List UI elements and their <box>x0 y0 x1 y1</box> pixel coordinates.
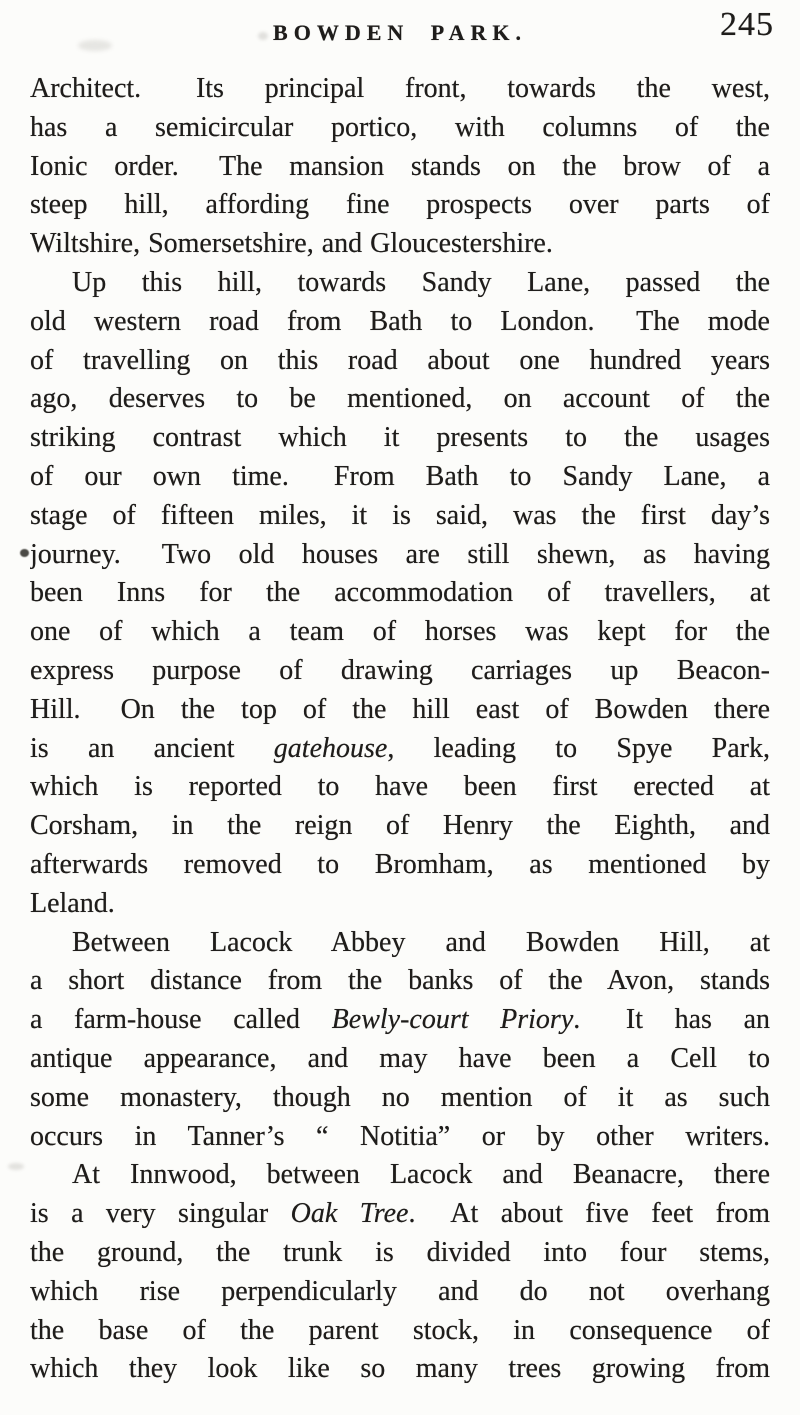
italic-text: Oak Tree <box>290 1198 409 1230</box>
text-line <box>30 303 770 342</box>
italic-text: Bewly-court Priory <box>331 1004 574 1036</box>
text-line <box>30 962 770 1001</box>
page-text <box>30 70 770 1389</box>
body-text: has a semicircular portico, with columns of the <box>30 111 770 143</box>
body-text: At Innwood, between Lacock and Beanacre, there <box>72 1159 770 1191</box>
page-number: 245 <box>720 6 774 43</box>
body-text: striking contrast which it presents to the usages <box>30 422 770 454</box>
text-line <box>30 264 770 303</box>
body-text: Architect. Its principal front, towards the west, <box>30 73 770 104</box>
body-text: Ionic order. The mansion stands on the brow of a <box>30 150 770 182</box>
text-line <box>30 342 770 381</box>
body-text: is an ancient <box>30 732 274 764</box>
text-line <box>30 768 770 807</box>
body-text: stage of fifteen miles, it is said, was the first day’s <box>30 499 770 531</box>
body-text: is a very singular <box>30 1198 291 1230</box>
text-line <box>30 574 770 613</box>
body-text: of travelling on this road about one hundred years <box>30 344 770 376</box>
text-line <box>30 497 770 536</box>
body-text: been Inns for the accommodation of travellers, at <box>30 577 770 609</box>
text-line <box>30 225 770 264</box>
body-text: of our own time. From Bath to Sandy Lane, a <box>30 460 770 492</box>
text-line <box>30 70 770 109</box>
body-text: which rise perpendicularly and do not overhang <box>30 1275 770 1307</box>
body-text: . It has an <box>573 1004 770 1036</box>
text-line <box>30 691 770 730</box>
text-line <box>30 652 770 691</box>
text-line <box>30 846 770 885</box>
body-text: occurs in Tanner’s “ Notitia” or by other writers. <box>30 1120 770 1152</box>
body-text: journey. Two old houses are still shewn, as having <box>30 538 770 570</box>
text-line <box>30 380 770 419</box>
body-text: a farm-house called <box>30 1004 332 1036</box>
body-text: express purpose of drawing carriages up Beacon- <box>30 654 770 686</box>
text-line <box>30 148 770 187</box>
body-text: which is reported to have been first erected at <box>30 771 770 803</box>
text-line <box>30 1040 770 1079</box>
text-line <box>30 885 770 924</box>
body-text: Up this hill, towards Sandy Lane, passed the <box>72 266 770 298</box>
body-text: the ground, the trunk is divided into four stems, <box>30 1236 770 1268</box>
body-text: antique appearance, and may have been a Cell to <box>30 1042 770 1074</box>
text-line <box>30 1273 770 1312</box>
body-text: afterwards removed to Bromham, as mentioned by <box>30 848 770 880</box>
text-line <box>30 730 770 769</box>
body-text: Wiltshire, Somersetshire, and Gloucestershire. <box>30 228 553 260</box>
body-text: . At about five feet from <box>408 1198 770 1230</box>
text-line <box>30 1118 770 1157</box>
text-line <box>30 1079 770 1118</box>
text-line <box>30 186 770 225</box>
body-text: the base of the parent stock, in consequence of <box>30 1314 770 1346</box>
text-line <box>30 109 770 148</box>
body-text: steep hill, affording fine prospects over parts of <box>30 189 770 221</box>
text-line <box>30 1001 770 1040</box>
body-text: a short distance from the banks of the Avon, stands <box>30 965 770 997</box>
body-text: Leland. <box>30 887 115 919</box>
text-line <box>30 458 770 497</box>
body-text: ago, deserves to be mentioned, on account of the <box>30 383 770 415</box>
text-line <box>30 536 770 575</box>
body-text: which they look like so many trees growing from <box>30 1353 770 1385</box>
running-head <box>0 0 800 60</box>
text-line <box>30 419 770 458</box>
text-line <box>30 1156 770 1195</box>
body-text: Between Lacock Abbey and Bowden Hill, at <box>72 926 770 958</box>
text-line <box>30 924 770 963</box>
body-text: Corsham, in the reign of Henry the Eighth, and <box>30 810 770 842</box>
scan-speck <box>20 549 29 557</box>
text-line <box>30 1350 770 1389</box>
body-text: some monastery, though no mention of it as such <box>30 1081 770 1113</box>
scan-smudge <box>8 1163 24 1170</box>
italic-text: gatehouse <box>273 732 388 764</box>
text-line <box>30 807 770 846</box>
body-text: , leading to Spye Park, <box>387 732 770 764</box>
text-line <box>30 1312 770 1351</box>
body-text: old western road from Bath to London. The mode <box>30 305 770 337</box>
body-text: Hill. On the top of the hill east of Bowden there <box>30 693 770 725</box>
text-line <box>30 1234 770 1273</box>
page-title: BOWDEN PARK. <box>273 20 527 45</box>
text-line <box>30 1195 770 1234</box>
text-line <box>30 613 770 652</box>
body-text: one of which a team of horses was kept for the <box>30 616 770 648</box>
